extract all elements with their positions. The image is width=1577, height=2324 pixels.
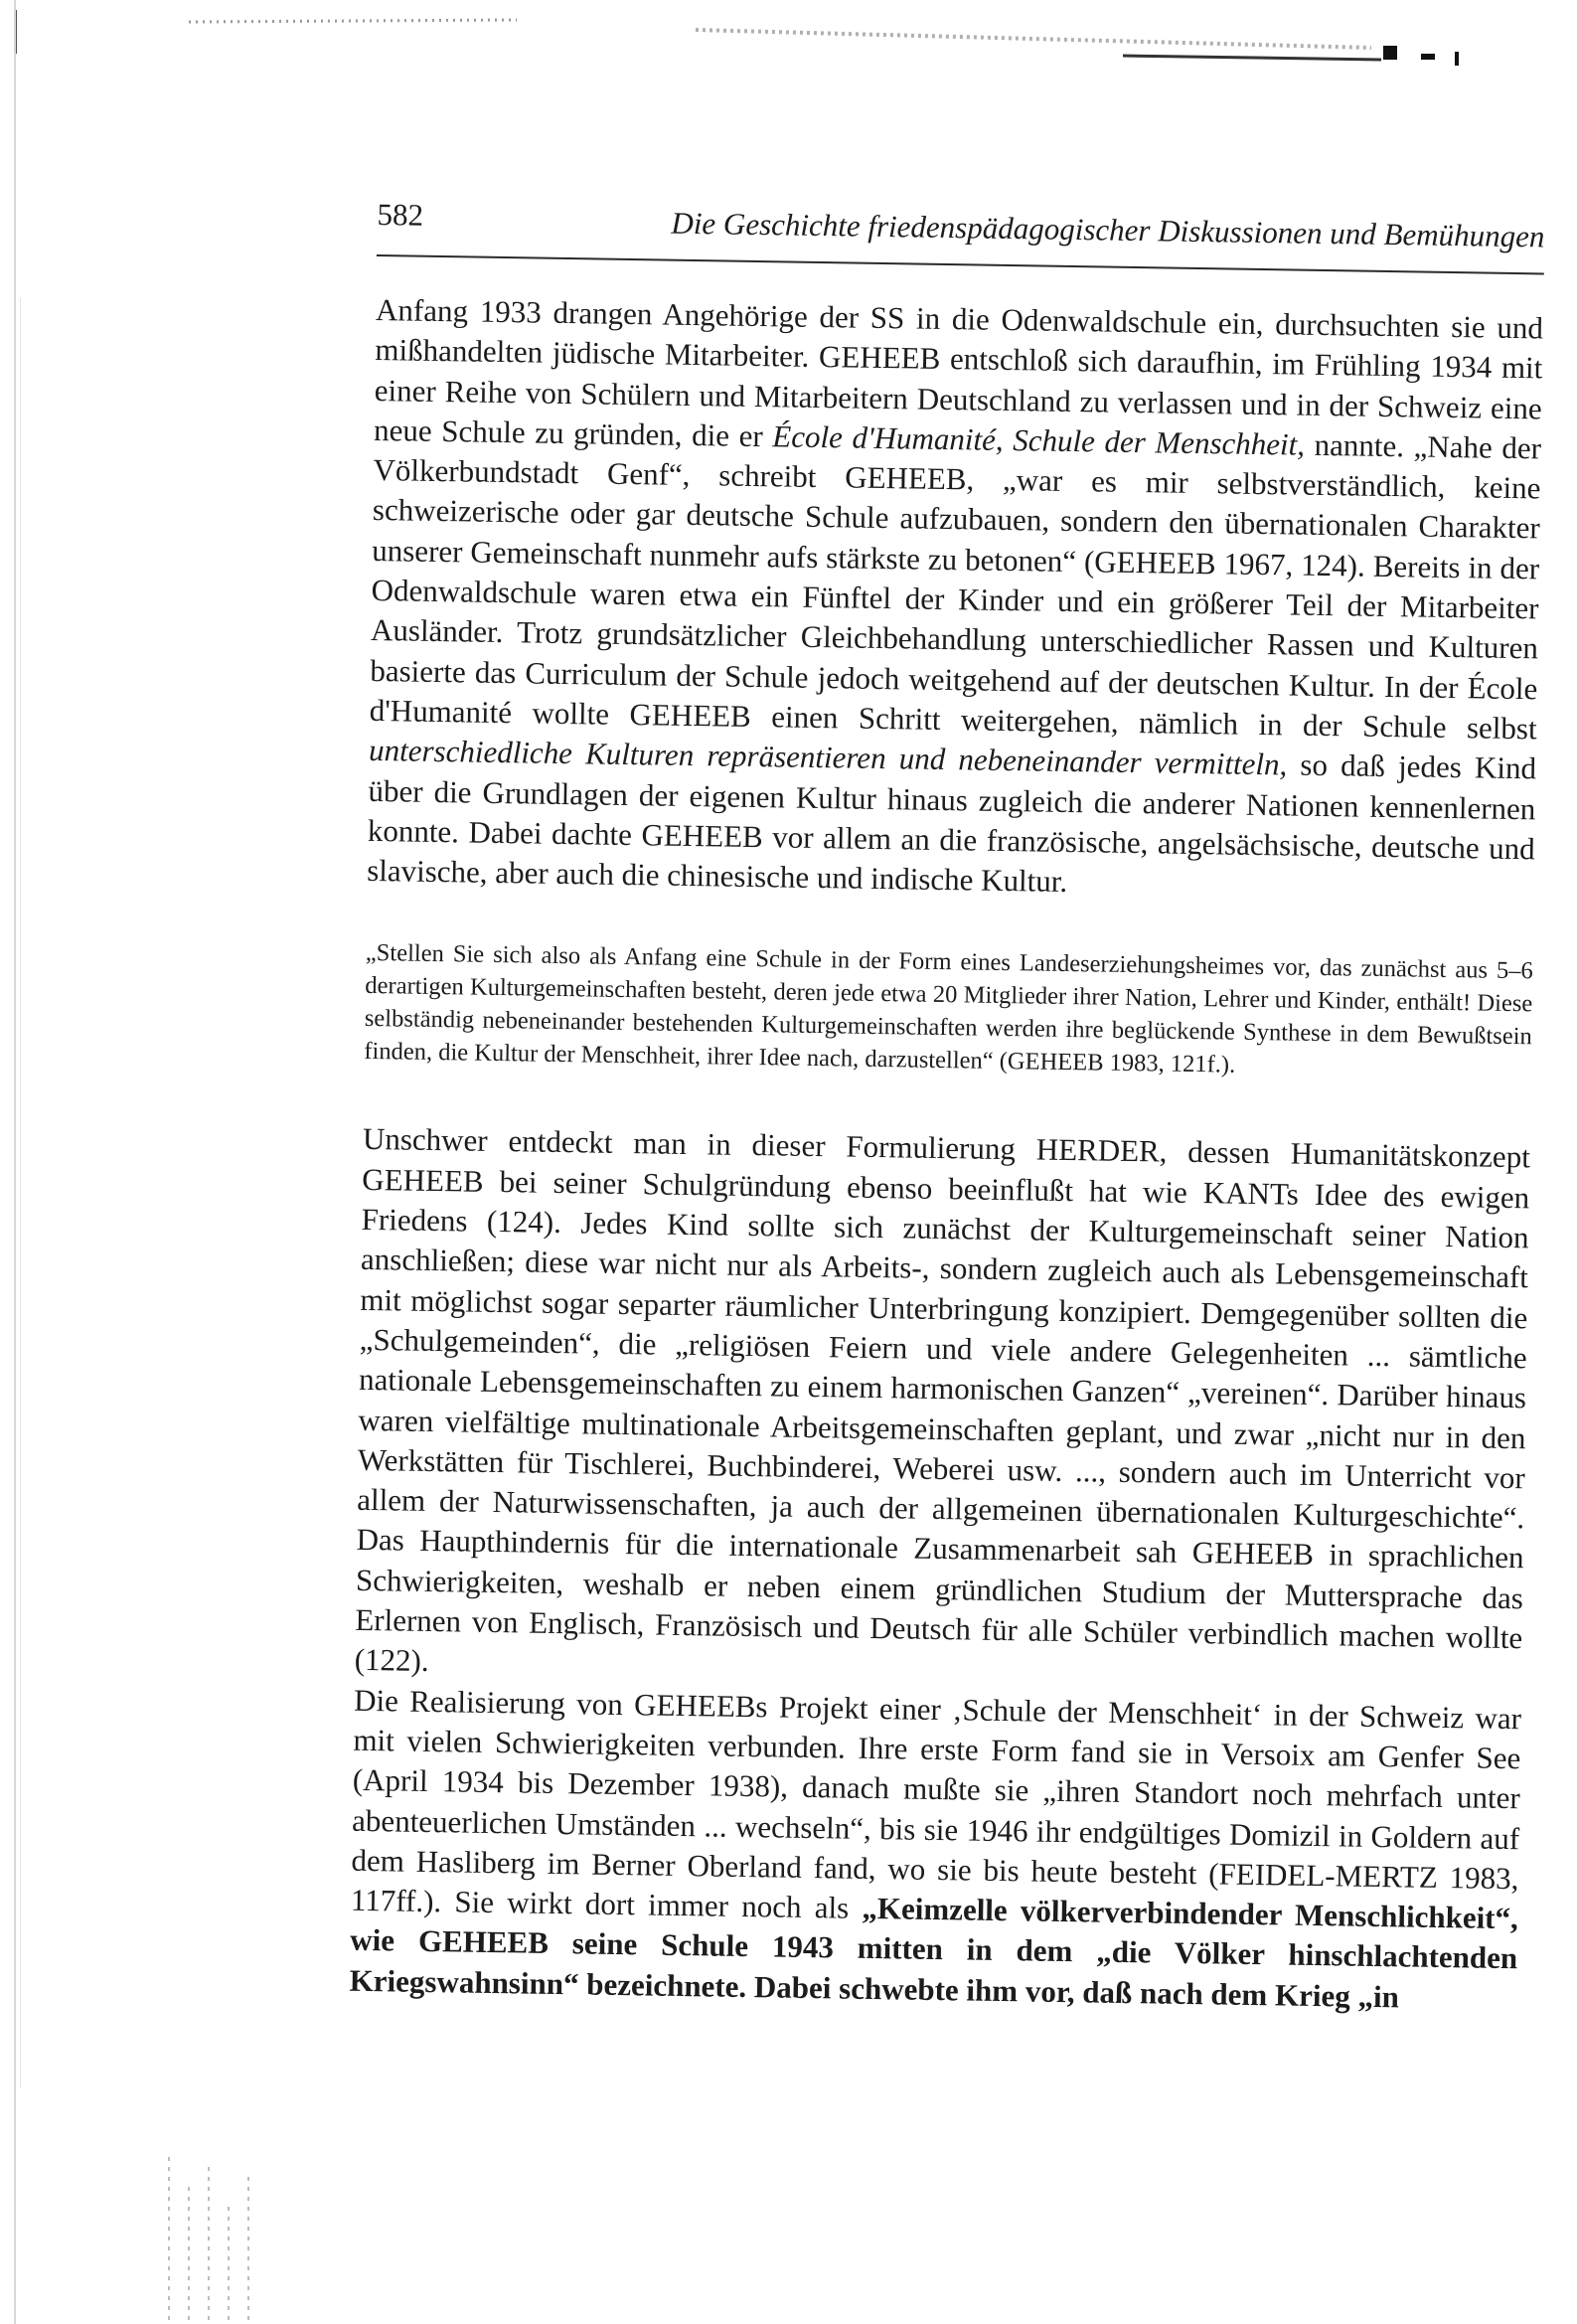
paragraph-1-italic-emphasis: unterschiedliche Kulturen repräsentieren und nebeneinander vermitteln, bbox=[368, 733, 1288, 782]
running-head bbox=[377, 189, 1545, 274]
page-number: 582 bbox=[377, 196, 424, 233]
running-head-title: Die Geschichte friedenspädagogischer Diskussionen und Bemühungen bbox=[671, 205, 1545, 254]
scan-edge-top bbox=[0, 0, 1577, 70]
scan-edge-bottom bbox=[149, 2147, 278, 2324]
paragraph-2: Unschwer entdeckt man in dieser Formulierung HERDER, dessen Humanitätskonzept GEHEEB bei seiner Schulgründung ebenso beeinflußt hat wie KANTs Idee des ewigen Friedens (124). Jedes Kind sollte sich zunächst der Kulturgemeinschaft seiner Nation anschließen; diese war nicht nur als Arbeits-, sondern zugleich auch als Lebensgemeinschaft mit möglichst sogar separter räumlicher Unterbringung konzipiert. Demgegenüber sollten die „Schulgemeinden“, die „religiösen Feiern und viele andere Gelegenheiten ... sämtliche nationale Lebensgemeinschaften zu einem harmonischen Ganzen“ „vereinen“. Darüber hinaus waren vielfältige multinationale Arbeitsgemeinschaften geplant, und zwar „nicht nur in den Werkstätten für Tischlerei, Buchbinderei, Weberei usw. ..., sondern auch im Unterricht vor allem der Naturwissenschaften, ja auch der allgemeinen übernationalen Kulturgeschichte“. Das Haupthindernis für die internationale Zusammenarbeit sah GEHEEB in sprachlichen Schwierigkeiten, weshalb er neben einem gründlichen Studium der Muttersprache das Erlernen von Englisch, Französisch und Deutsch für alle Schüler verbindlich machen wollte (122). bbox=[354, 1121, 1531, 1679]
book-page bbox=[349, 189, 1544, 2019]
paragraph-1 bbox=[367, 290, 1543, 910]
paragraph-1-text-b: nannte. „Nahe der Völkerbundstadt Genf“, schreibt GEHEEB, „war es mir selbstverständlich, keine schweizerische oder gar deutsche Schule aufzubauen, sondern den übernationalen Charakter unserer Gemeinschaft nunmehr aufs stärkste zu betonen“ (GEHEEB 1967, 124). Bereits in der Odenwaldschule waren etwa ein Fünftel der Kinder und ein größerer Teil der Mitarbeiter Ausländer. Trotz grundsätzlicher Gleichbehandlung unterschiedlicher Rassen und Kulturen basierte das Curriculum der Schule jedoch weitgehend auf der deutschen Kultur. In der École d'Humanité wollte GEHEEB einen Schritt weitergehen, nämlich in der Schule selbst bbox=[369, 426, 1542, 747]
paragraph-1-text-c: so daß jedes Kind über die Grundlagen der eigenen Kultur hinaus zugleich die anderer Nationen kennenlernen konnte. Dabei dachte GEHEEB vor allem an die französische, angelsächsische, deutsche und slavische, aber auch die chinesische und indische Kultur. bbox=[366, 747, 1537, 900]
paragraph-1-text-a: Anfang 1933 drangen Angehörige der SS in die Odenwaldschule ein, durchsuchten sie und mißhandelten jüdische Mitarbeiter. GEHEEB entschloß sich daraufhin, im Frühling 1934 mit einer Reihe von Schülern und Mitarbeitern Deutschland zu verlassen und in der Schweiz eine neue Schule zu gründen, die er bbox=[373, 291, 1544, 454]
paragraph-1-italic-school-name: École d'Humanité, Schule der Menschheit, bbox=[772, 418, 1306, 462]
block-quote: „Stellen Sie sich also als Anfang eine Schule in der Form eines Landeserziehungsheimes vor, das zunächst aus 5–6 derartigen Kulturgemeinschaften besteht, deren jede etwa 20 Mitglieder ihrer Nation, Lehrer und Kinder, enthält! Diese selbständig nebeneinander bestehenden Kulturgemeinschaften werden ihre beglückende Synthese in dem Bewußtsein finden, die Kultur der Menschheit, ihrer Idee nach, darzustellen“ (GEHEEB 1983, 121f.). bbox=[364, 939, 1533, 1079]
paragraph-3-bold-text: „Keimzelle völkerverbindender Menschlichkeit“, wie GEHEEB seine Schule 1943 mitten in dem „die Völker hinschlachtenden Kriegswahnsinn“ bezeichnete. Dabei schwebte ihm vor, daß nach dem Krieg „in bbox=[349, 1890, 1519, 2015]
scan-edge-left bbox=[0, 0, 30, 2324]
paragraph-3 bbox=[349, 1680, 1521, 2019]
paragraph-3-text: Die Realisierung von GEHEEBs Projekt einer ‚Schule der Menschheit‘ in der Schweiz war mit vielen Schwierigkeiten verbunden. Ihre erste Form fand sie in Versoix am Genfer See (April 1934 bis Dezember 1938), danach mußte sie „ihren Standort noch mehrfach unter abenteuerlichen Umständen ... wechseln“, bis sie 1946 ihr endgültiges Domizil in Goldern auf dem Hasliberg im Berner Oberland fand, wo sie bis heute besteht (FEIDEL-MERTZ 1983, 117ff.). Sie wirkt dort immer noch als bbox=[350, 1682, 1522, 1925]
